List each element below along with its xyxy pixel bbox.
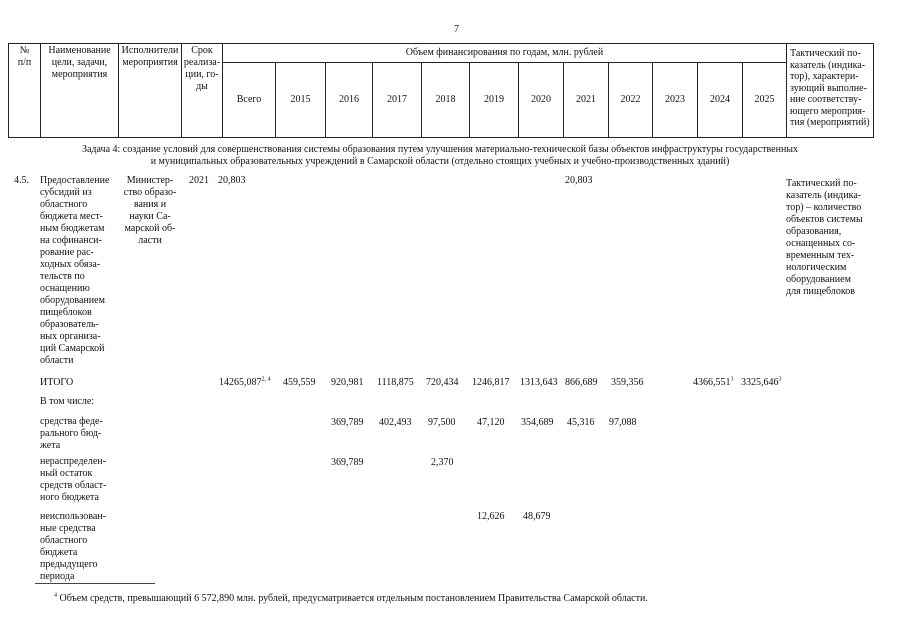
unused-2020: 48,679 [523, 511, 551, 522]
row-name: Предоставление субсидий из областного бюджета мест- ным бюджетам на софинанси- рование рас- ходных обяза- тельств по оснащению оборудованием пищеблоков образователь- ных организа- ций Самарской области [40, 175, 110, 366]
itogo-2022: 359,356 [611, 377, 644, 388]
itogo-2016: 920,981 [331, 377, 364, 388]
subcol-2016: 2016 [339, 94, 359, 105]
federal-label: средства феде- рального бюд- жета [40, 416, 103, 451]
footnote-separator [35, 583, 155, 584]
itogo-total: 14265,087$^{2, 4}$ [219, 376, 271, 388]
header-col-executors: Исполнители мероприятия [121, 45, 179, 68]
undistributed-2018: 2,370 [431, 457, 454, 468]
federal-2018: 97,500 [428, 417, 456, 428]
federal-2017: 402,493 [379, 417, 412, 428]
in-that-label: В том числе: [40, 396, 95, 407]
itogo-label: ИТОГО [40, 377, 74, 388]
col-line [786, 43, 787, 138]
itogo-2019: 1246,817 [472, 377, 510, 388]
task-description: Задача 4: создание условий для совершенствования системы образования путем улучшения материально-технической базы объектов инфраструктуры государственных и муниципальных образовательных учреждений в Самарской области (отдельно стоящих учебных и учебно-производственных зданий) [81, 144, 799, 167]
header-col-number: № п/п [17, 45, 32, 68]
itogo-2024: 4366,551$^3$ [693, 376, 734, 388]
itogo-2020: 1313,643 [520, 377, 558, 388]
footnote: $^4$ Объем средств, превышающий 6 572,890 млн. рублей, предусматривается отдельным постановлением Правительства Самарской области. [54, 592, 648, 604]
federal-2019: 47,120 [477, 417, 505, 428]
federal-2020: 354,689 [521, 417, 554, 428]
header-col-term: Срок реализа- ции, го- ды [183, 45, 221, 92]
funding-sub-border [222, 62, 786, 63]
undistributed-2016: 369,789 [331, 457, 364, 468]
subcol-2015: 2015 [290, 94, 311, 105]
federal-2022: 97,088 [609, 417, 637, 428]
subcol-2021: 2021 [576, 94, 596, 105]
page-number: 7 [454, 24, 459, 35]
itogo-2017: 1118,875 [377, 377, 414, 388]
row-term: 2021 [189, 175, 209, 186]
unused-label: неиспользован- ные средства областного бюджета предыдущего периода [40, 511, 106, 582]
subcol-2020: 2020 [531, 94, 551, 105]
header-col-tactical: Тактический по- казатель (индика- тор), характери- зующий выполне- ние соответству- ющего мероприя- тия (мероприятий) [790, 48, 870, 128]
row-2021: 20,803 [565, 175, 593, 186]
subcol-2017: 2017 [387, 94, 407, 105]
undistributed-label: нераспределен- ный остаток средств област- ного бюджета [40, 456, 107, 503]
subcol-total: Всего [236, 94, 262, 105]
header-bottom-border [8, 137, 873, 138]
federal-2021: 45,316 [567, 417, 595, 428]
subcol-2019: 2019 [484, 94, 504, 105]
subcol-2018: 2018 [435, 94, 456, 105]
itogo-2021: 866,689 [565, 377, 598, 388]
row-tactical: Тактический по- казатель (индика- тор) – количество объектов системы образования, оснащенных со- временным тех- нологическим оборудованием для пищеблоков [786, 178, 863, 297]
federal-2016: 369,789 [331, 417, 364, 428]
row-number: 4.5. [14, 175, 29, 186]
unused-2019: 12,626 [477, 511, 505, 522]
subcol-2023: 2023 [665, 94, 685, 105]
subcol-2022: 2022 [620, 94, 641, 105]
header-col-name: Наименование цели, задачи, мероприятия [48, 45, 111, 80]
itogo-2025: 3325,646$^3$ [741, 376, 782, 388]
row-executor: Министер- ство образо- вания и науки Са- марской об- ласти [123, 175, 177, 246]
subcol-2025: 2025 [754, 94, 775, 105]
itogo-2018: 720,434 [426, 377, 459, 388]
row-total: 20,803 [218, 175, 246, 186]
header-col-funding: Объем финансирования по годам, млн. рублей [405, 47, 604, 58]
itogo-2015: 459,559 [283, 377, 316, 388]
subcol-2024: 2024 [710, 94, 730, 105]
header-top-border [8, 43, 873, 44]
